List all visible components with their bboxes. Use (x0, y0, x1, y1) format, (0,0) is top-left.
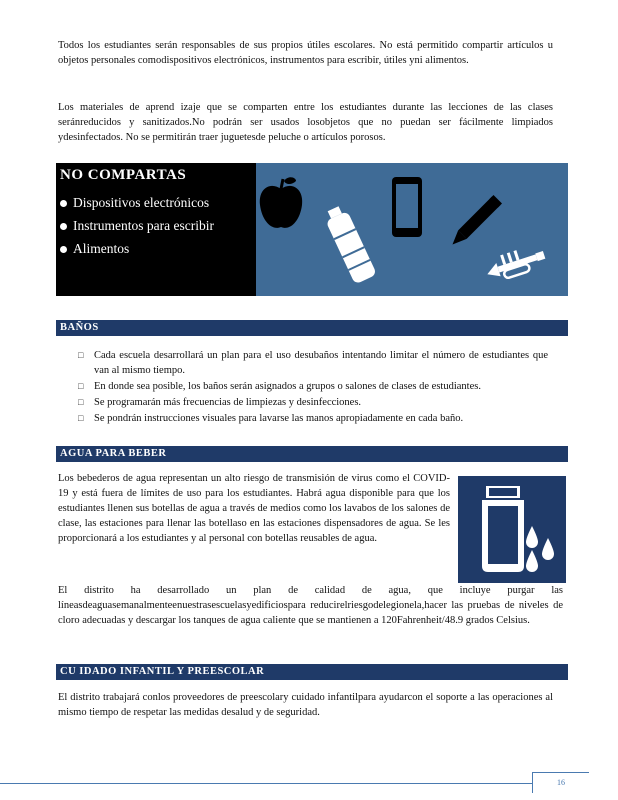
apple-icon (256, 175, 306, 233)
banner-text-panel (56, 163, 256, 296)
intro-paragraph-2: Los materiales de aprend izaje que se comparten entre los estudiantes durante las lecciones de las clases seránreducidos y sanitizados.No podrán ser usados losobjetos que no puedan ser fácilmente limpiados ydesinfectados. No se permitirán traer juguetesde peluche o artículos porosos. (58, 102, 553, 143)
footer-rule (0, 783, 532, 784)
list-item: □ Se pondrán instrucciones visuales para lavarse las manos apropiadamente en cada baño. (78, 413, 464, 424)
trumpet-icon (482, 239, 548, 279)
list-item: □ Cada escuela desarrollará un plan para el uso desubaños intentando limitar el número de estudiantes que van al mismo tiempo. (78, 350, 548, 376)
banner-list (60, 191, 214, 260)
banner-item: Alimentos (60, 237, 214, 260)
agua-paragraph-2: El distrito ha desarrollado un plan de calidad de agua, que incluye purgar las líneasdeaguasemanalmenteenuestrasescuelasyedificiospara reducirelriesgodelegionela,hacer las pruebas de niveles de cloro adecuadas y descargar los tanques de agua caliente que se mantienen a 120Fahrenheit/48.9 grados Celsius. (58, 585, 563, 626)
banner-title: NO COMPARTAS (60, 167, 187, 183)
water-bottle-panel (458, 476, 566, 583)
no-compartas-banner (56, 163, 568, 296)
reusable-bottle-icon (458, 476, 566, 583)
list-item: □ Se programarán más frecuencias de limpiezas y desinfecciones. (78, 397, 362, 408)
section-heading-agua: AGUA PARA BEBER (56, 446, 568, 462)
page-number: 16 (532, 772, 589, 793)
list-item: □ En donde sea posible, los baños serán asignados a grupos o salones de clases de estudiantes. (78, 381, 481, 392)
cuidado-paragraph: El distrito trabajará conlos proveedores de preescolary cuidado infantilpara ayudarcon el soporte a las operaciones al mismo tiempo de respetar las medidas desalud y de seguridad. (58, 692, 553, 718)
banner-item: Instrumentos para escribir (60, 214, 214, 237)
agua-paragraph-1: Los bebederos de agua representan un alto riesgo de transmisión de virus como el COVID-19 y está fuera de límites de uso para los estudiantes. Habrá agua disponible para que los estudiantes llenen sus botellas de agua a través de medios como los lavabos de los salones de clase, las estaciones para llenar las botellaso en las estaciones dispensadores de agua. Se les proporcionará a los estudiantes y al personal con botellas reusables de agua. (58, 473, 450, 544)
water-bottle-icon (320, 203, 380, 287)
section-heading-banos: BAÑOS (56, 320, 568, 336)
smartphone-icon (390, 175, 424, 239)
banner-item: Dispositivos electrónicos (60, 191, 214, 214)
banos-list (78, 348, 548, 427)
intro-paragraph-1: Todos los estudiantes serán responsables de sus propios útiles escolares. No está permitido compartir artículos u objetos personales comodispositivos electrónicos, instrumentos para escribir, útiles yni alimentos. (58, 40, 553, 66)
section-heading-cuidado: CU IDADO INFANTIL Y PREESCOLAR (56, 664, 568, 680)
